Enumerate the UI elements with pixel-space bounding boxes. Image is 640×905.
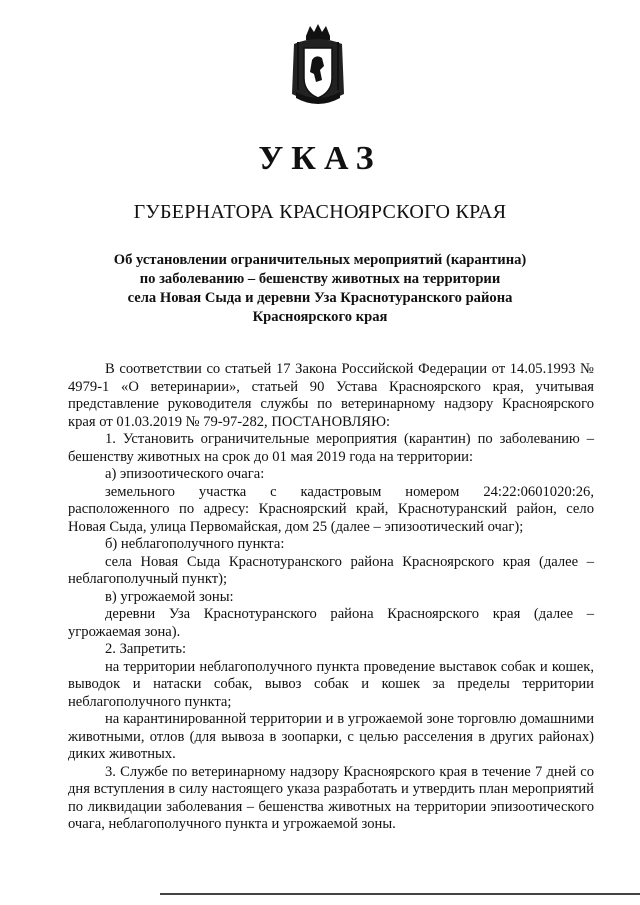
item-1a-label: а) эпизоотического очага: [105,466,265,482]
document-body [68,361,594,834]
item-1a-text: земельного участка с кадастровым номером 24:22:0601020:26, расположенного по адресу: Красноярский край, Краснотуранский район, село Новая Сыда, улица Первомайская, дом 25 (далее – эпизоотический очаг); [68,483,594,535]
coat-of-arms-icon [286,22,350,106]
preamble-paragraph: В соответствии со статьей 17 Закона Российской Федерации от 14.05.1993 № 4979-1 «О ветеринарии», статьей 90 Устава Красноярского края, учитывая представление руководителя службы по ветеринарному надзору Красноярского края от 01.03.2019 № 79-97-282, ПОСТАНОВЛЯЮ: [68,361,594,430]
item-1b-text: села Новая Сыда Краснотуранского района Красноярского края (далее – неблагополучный пункт); [68,553,594,587]
item-1b-label: б) неблагополучного пункта: [105,536,285,552]
document-heading [90,251,550,327]
heading-line: по заболеванию – бешенству животных на территории [139,271,501,287]
item-2-text-1: на территории неблагополучного пункта проведение выставок собак и кошек, выводок и натаски собак, вывоз собак и кошек за пределы территории неблагополучного пункта; [68,658,594,710]
item-3: 3. Службе по ветеринарному надзору Красноярского края в течение 7 дней со дня вступления в силу настоящего указа разработать и утвердить план мероприятий по ликвидации заболевания – бешенства животных на территории эпизоотического очага, неблагополучного пункта и угрожаемой зоны. [68,763,594,832]
heading-line: Красноярского края [252,309,388,325]
item-1: 1. Установить ограничительные мероприятия (карантин) по заболеванию – бешенству животных на срок до 01 мая 2019 года на территории: [68,431,594,465]
item-2-text-2: на карантинированной территории и в угрожаемой зоне торговлю домашними животными, отлов (для вывоза в зоопарки, с целью расселения в других районах) диких животных. [68,711,594,762]
heading-line: села Новая Сыда и деревни Уза Краснотуранского района [127,290,513,306]
item-1c-text: деревни Уза Краснотуранского района Красноярского края (далее – угрожаемая зона). [68,606,594,640]
scan-edge-line [160,893,640,895]
item-1c-label: в) угрожаемой зоны: [105,588,234,605]
item-2-label: 2. Запретить: [105,641,187,657]
document-subtitle: ГУБЕРНАТОРА КРАСНОЯРСКОГО КРАЯ [133,201,507,223]
heading-line: Об установлении ограничительных мероприятий (карантина) [113,252,527,268]
document-title: УКАЗ [258,140,382,177]
